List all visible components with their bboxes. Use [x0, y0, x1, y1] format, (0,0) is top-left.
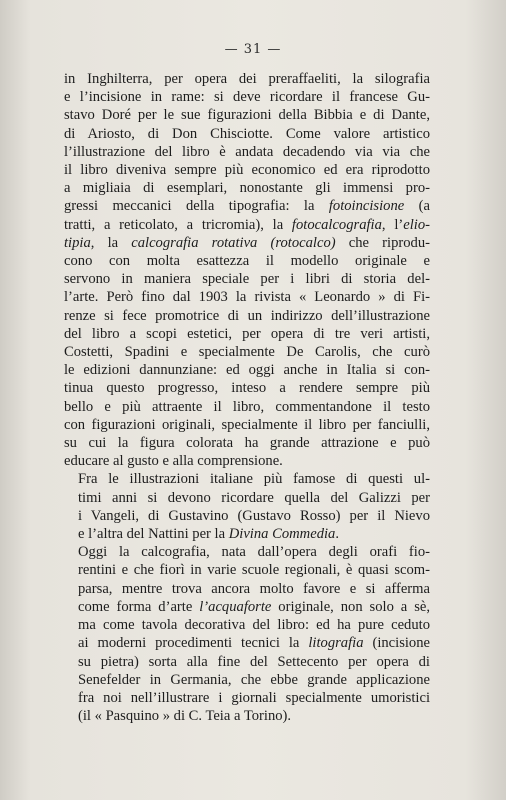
text-run: fra noi nell’illustrare i giornali specialmente umoristici [78, 689, 430, 706]
text-run: con figurazioni originali, specialmente il libro per fanciulli, [64, 416, 430, 433]
text-line [64, 580, 430, 598]
text-line [64, 307, 430, 325]
text-run: su pietra) sorta alla fine del Settecento per opera di [78, 653, 430, 670]
text-run: Oggi la calcografia, nata dall’opera degli orafi fio- [78, 544, 430, 561]
text-run: le edizioni dannunziane: ed oggi anche in Italia si con- [64, 362, 430, 379]
italic-term: fotocalcografia [291, 216, 382, 233]
text-line [64, 343, 430, 361]
text-run: rentini e che fiorì in varie scuole regionali, è quasi scom- [78, 562, 430, 579]
text-line [64, 689, 430, 707]
text-run: , la [90, 234, 132, 251]
text-run: del libro a scopi estetici, per opera di tre veri artisti, [64, 325, 430, 342]
italic-term: Divina Commedia [228, 526, 336, 543]
text-run: tratti, a reticolato, a tricromia), la [64, 216, 292, 233]
text-run: e l’altra del Nattini per la [78, 526, 229, 543]
text-line [64, 88, 430, 106]
italic-term: elio- [403, 216, 430, 233]
text-line [64, 325, 430, 343]
text-run: timi anni si devono ricordare quella del Galizzi per [78, 489, 430, 506]
italic-term: litografia [308, 635, 364, 652]
text-line [64, 270, 430, 288]
text-run: servono in maniera speciale per i libri di storia del- [64, 271, 430, 288]
text-run: educare al gusto e alla comprensione. [64, 453, 283, 470]
text-line [64, 179, 430, 197]
text-run: e l’incisione in rame: si deve ricordare il francese Gu- [64, 89, 430, 106]
text-run: Costetti, Spadini e specialmente De Carolis, che curò [64, 344, 430, 361]
text-line [64, 598, 430, 616]
text-run: su cui la figura colorata ha grande attrazione e può [64, 435, 430, 452]
text-line [64, 197, 430, 215]
text-line [64, 288, 430, 306]
italic-term: fotoincisione [328, 198, 405, 215]
text-run: come forma d’arte [78, 598, 200, 615]
italic-term: calcografia rotativa (rotocalco) [131, 234, 336, 251]
paragraph [64, 70, 430, 470]
text-run: renze si fece promotrice di un indirizzo dell’illustrazione [64, 307, 430, 324]
text-line [64, 470, 430, 488]
text-line [64, 561, 430, 579]
text-line [64, 106, 430, 124]
text-line [64, 653, 430, 671]
text-line [64, 252, 430, 270]
text-run: Fra le illustrazioni italiane più famose di questi ul- [78, 471, 430, 488]
text-run: stavo Doré per le sue figurazioni della Bibbia e di Dante, [64, 107, 430, 124]
text-run: Senefelder in Germania, che ebbe grande applicazione [78, 671, 430, 688]
paragraph [64, 543, 430, 725]
text-run: di Ariosto, di Don Chisciotte. Come valore artistico [64, 125, 430, 142]
text-run: originale, non solo a sè, [271, 598, 430, 615]
text-run: ma come tavola decorativa del libro: ed ha pure ceduto [78, 617, 430, 634]
text-line [64, 525, 430, 543]
text-run: l’arte. Però fino dal 1903 la rivista « Leonardo » di Fi- [64, 289, 430, 306]
text-line [64, 671, 430, 689]
text-run: (incisione [363, 635, 431, 652]
text-line [64, 398, 430, 416]
text-line [64, 434, 430, 452]
text-line [64, 507, 430, 525]
text-line [64, 616, 430, 634]
text-run: . [335, 526, 339, 543]
text-run: che riprodu- [335, 234, 431, 251]
body-text [64, 70, 430, 725]
text-run: parsa, mentre trova ancora molto favore e si afferma [78, 580, 430, 597]
text-run: a migliaia di esemplari, nonostante gli immensi pro- [64, 180, 430, 197]
text-run: (a [404, 198, 430, 215]
text-line [64, 125, 430, 143]
text-line [64, 234, 430, 252]
text-run: , l’ [381, 216, 404, 233]
page-number: — 31 — [224, 42, 282, 57]
italic-term: tipia [64, 234, 91, 251]
text-run: gressi meccanici della tipografia: la [64, 198, 329, 215]
text-line [64, 634, 430, 652]
text-run: cono con molta esattezza il modello originale e [64, 253, 430, 270]
text-line [64, 452, 430, 470]
text-run: (il « Pasquino » di C. Teia a Torino). [78, 708, 292, 725]
text-run: ai moderni procedimenti tecnici la [78, 635, 309, 652]
text-run: in Inghilterra, per opera dei preraffaeliti, la silografia [64, 71, 430, 87]
text-line [64, 216, 430, 234]
text-run: tinua questo progresso, inteso a rendere sempre più [64, 380, 430, 397]
text-line [64, 70, 430, 88]
text-line [64, 416, 430, 434]
text-run: bello e più attraente il libro, commentandone il testo [64, 398, 430, 415]
text-run: l’illustrazione del libro è andata decadendo via via che [64, 143, 430, 160]
text-line [64, 361, 430, 379]
text-run: i Vangeli, di Gustavino (Gustavo Rosso) per il Nievo [78, 507, 430, 524]
text-line [64, 379, 430, 397]
text-line [64, 143, 430, 161]
paragraph [64, 470, 430, 543]
italic-term: l’acquaforte [199, 598, 272, 615]
text-line [64, 543, 430, 561]
text-line [64, 161, 430, 179]
text-run: il libro diveniva sempre più economico ed era riprodotto [64, 162, 430, 179]
text-line [64, 707, 430, 725]
text-line [64, 489, 430, 507]
